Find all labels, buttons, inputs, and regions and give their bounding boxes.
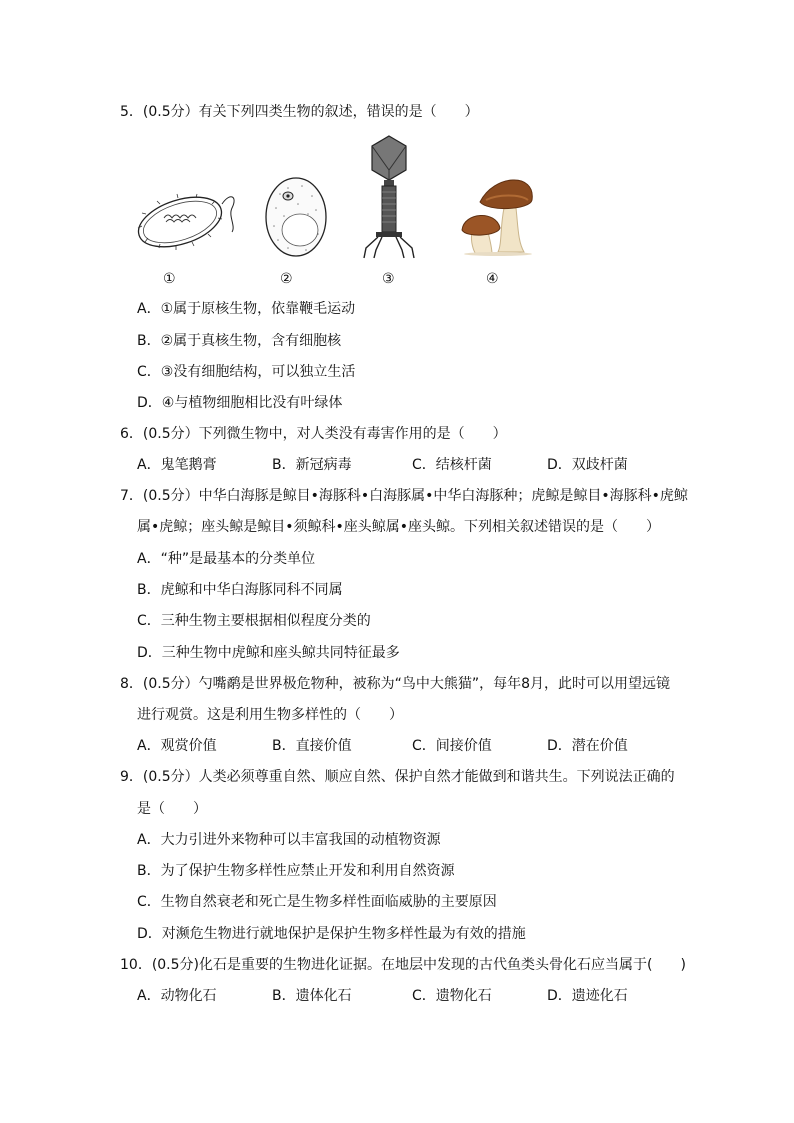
figure-label-2: ② [280, 271, 293, 287]
q7-stem-line-1: 7．(0.5分）中华白海豚是鲸目•海豚科•白海豚属•中华白海豚种；虎鲸是鲸目•海豚科•虎鲸 [120, 488, 688, 504]
q10-option-a: A．动物化石 [137, 988, 217, 1004]
yeast-cell-figure [262, 174, 330, 260]
bacterium-figure [134, 186, 244, 256]
q6-option-d: D．双歧杆菌 [547, 457, 628, 473]
q5-option-d: D．④与植物细胞相比没有叶绿体 [137, 395, 343, 411]
figure-label-3: ③ [382, 271, 395, 287]
q10-option-b: B．遗体化石 [272, 988, 352, 1004]
q10-stem: 10．(0.5分)化石是重要的生物进化证据。在地层中发现的古代鱼类头骨化石应当属于( ) [120, 957, 686, 973]
q10-option-d: D．遗迹化石 [547, 988, 628, 1004]
q7-option-d: D．三种生物中虎鲸和座头鲸共同特征最多 [137, 645, 400, 661]
q7-stem-line-2: 属•虎鲸；座头鲸是鲸目•须鲸科•座头鲸属•座头鲸。下列相关叙述错误的是（ ） [137, 519, 661, 535]
q7-option-b: B．虎鲸和中华白海豚同科不同属 [137, 582, 343, 598]
q9-stem-line-2: 是（ ） [137, 801, 207, 817]
figure-label-1: ① [163, 271, 176, 287]
q9-option-b: B．为了保护生物多样性应禁止开发和利用自然资源 [137, 863, 455, 879]
q6-option-c: C．结核杆菌 [412, 457, 492, 473]
q6-stem: 6．(0.5分）下列微生物中，对人类没有毒害作用的是（ ） [120, 426, 507, 442]
q10-option-c: C．遗物化石 [412, 988, 492, 1004]
q8-stem-line-1: 8．(0.5分）勺嘴鹬是世界极危物种，被称为“鸟中大熊猫”，每年8月，此时可以用望远镜 [120, 676, 671, 692]
figure-label-4: ④ [486, 271, 499, 287]
q6-option-b: B．新冠病毒 [272, 457, 352, 473]
q7-option-c: C．三种生物主要根据相似程度分类的 [137, 613, 371, 629]
mushroom-figure [458, 172, 538, 256]
q8-option-c: C．间接价值 [412, 738, 492, 754]
q8-option-b: B．直接价值 [272, 738, 352, 754]
q9-option-d: D．对濒危生物进行就地保护是保护生物多样性最为有效的措施 [137, 926, 526, 942]
q8-option-a: A．观赏价值 [137, 738, 217, 754]
q7-option-a: A．“种”是最基本的分类单位 [137, 551, 316, 567]
q9-option-c: C．生物自然衰老和死亡是生物多样性面临威胁的主要原因 [137, 894, 497, 910]
q9-stem-line-1: 9．(0.5分）人类必须尊重自然、顺应自然、保护自然才能做到和谐共生。下列说法正确的 [120, 769, 675, 785]
q9-option-a: A．大力引进外来物种可以丰富我国的动植物资源 [137, 832, 441, 848]
bacteriophage-figure [358, 134, 420, 260]
q8-option-d: D．潜在价值 [547, 738, 628, 754]
q5-stem: 5．(0.5分）有关下列四类生物的叙述，错误的是（ ） [120, 104, 479, 120]
q8-stem-line-2: 进行观赏。这是利用生物多样性的（ ） [137, 707, 403, 723]
q5-option-b: B．②属于真核生物，含有细胞核 [137, 333, 342, 349]
q5-option-c: C．③没有细胞结构，可以独立生活 [137, 364, 356, 380]
q6-option-a: A．鬼笔鹅膏 [137, 457, 217, 473]
q5-option-a: A．①属于原核生物，依靠鞭毛运动 [137, 301, 356, 317]
